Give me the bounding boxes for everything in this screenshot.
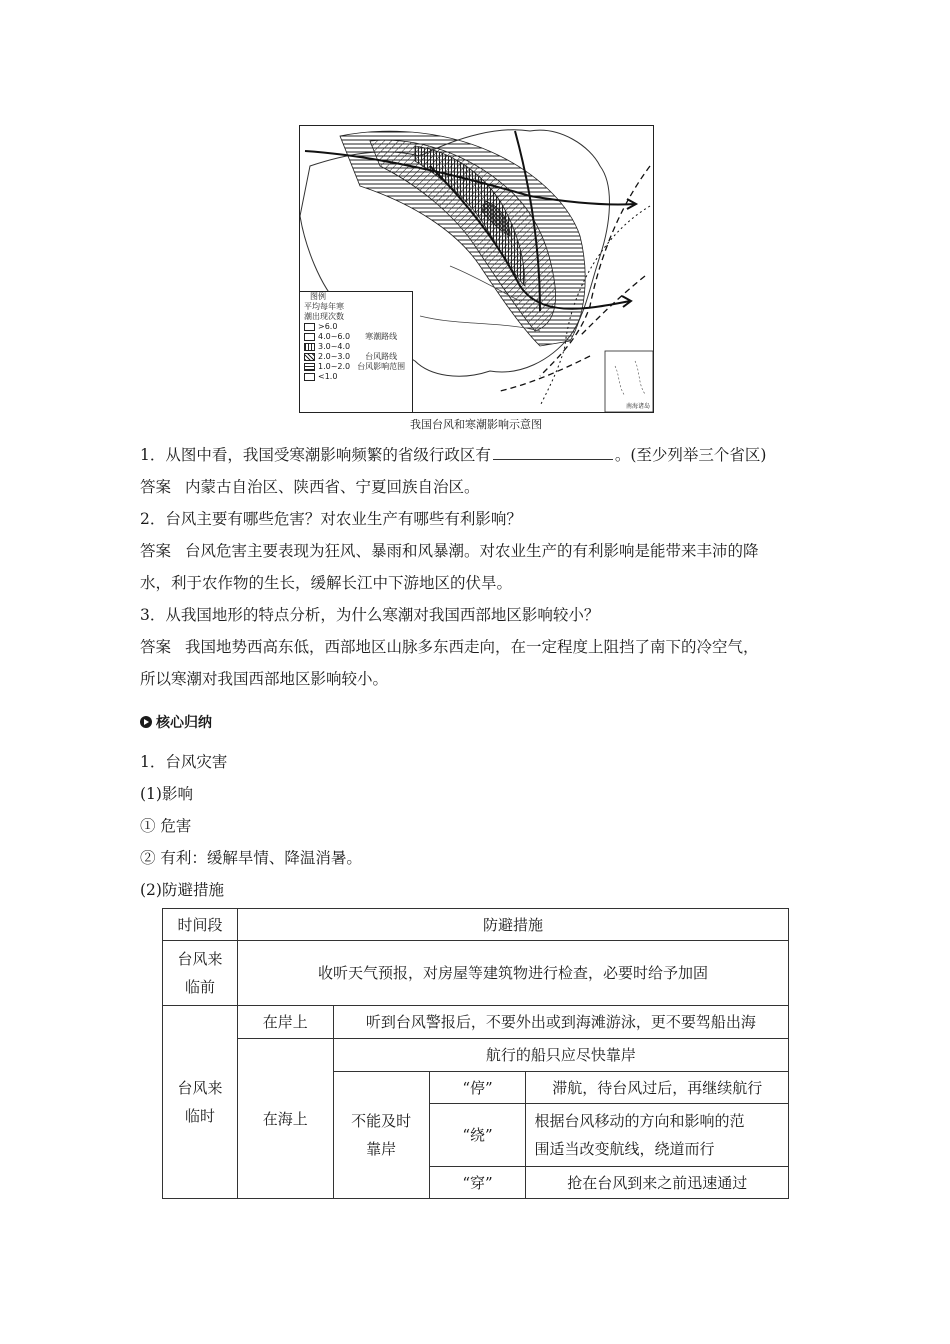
- stop-label: “停”: [429, 1072, 526, 1104]
- atsea-text: 航行的船只应尽快靠岸: [333, 1039, 788, 1072]
- legend-swatch-icon: [304, 343, 315, 351]
- typhoon-cold-wave-map: [299, 125, 654, 413]
- question-1: 1．从图中看，我国受寒潮影响频繁的省级行政区有 。(至少列举三个省区): [140, 446, 767, 464]
- detour-label: “绕”: [429, 1104, 526, 1167]
- legend-swatch-icon: [304, 333, 315, 341]
- onshore-label: 在岸上: [237, 1006, 333, 1039]
- outline-sub-1: (1)影响: [140, 785, 193, 803]
- atsea-label: 在海上: [237, 1039, 333, 1199]
- legend-swatch-icon: [304, 363, 315, 371]
- legend-row: 4.0~6.0 寒潮路线: [304, 332, 412, 342]
- legend-subtitle-1: 平均每年寒: [304, 302, 344, 311]
- stop-text: 滞航，待台风过后，再继续航行: [526, 1072, 789, 1104]
- legend-row: 2.0~3.0 台风路线: [304, 352, 412, 362]
- cannot-dock-label: 不能及时 靠岸: [333, 1072, 429, 1199]
- outline-item-1: ① 危害: [140, 817, 192, 835]
- table-row: [163, 1006, 789, 1039]
- section-heading: 核心归纳: [140, 712, 212, 732]
- during-label: 台风来 临时: [163, 1006, 238, 1199]
- detour-text: 根据台风移动的方向和影响的范 围适当改变航线，绕道而行: [526, 1104, 789, 1167]
- question-3: 3．从我国地形的特点分析，为什么寒潮对我国西部地区影响较小？: [140, 606, 600, 624]
- answer-1: 答案 内蒙古自治区、陕西省、宁夏回族自治区。: [140, 478, 480, 496]
- answer-2-cont: 水，利于农作物的生长，缓解长江中下游地区的伏旱。: [140, 574, 513, 592]
- cross-text: 抢在台风到来之前迅速通过: [526, 1167, 789, 1199]
- figure-caption: 我国台风和寒潮影响示意图: [410, 418, 542, 431]
- outline-sub-2: (2)防避措施: [140, 881, 224, 899]
- answer-blank: [493, 445, 613, 460]
- header-time: 时间段: [163, 909, 238, 941]
- map-legend: [300, 291, 413, 412]
- table-row: [163, 941, 789, 1006]
- before-text: 收听天气预报，对房屋等建筑物进行检查，必要时给予加固: [237, 941, 788, 1006]
- legend-row: >6.0: [304, 322, 412, 332]
- typhoon-measures-table: [162, 908, 789, 1199]
- legend-subtitle-2: 潮出现次数: [304, 312, 344, 321]
- inset-label: 南海诸岛: [625, 403, 650, 410]
- table-row: [163, 1039, 789, 1072]
- answer-3-cont: 所以寒潮对我国西部地区影响较小。: [140, 670, 389, 688]
- answer-3: 答案 我国地势西高东低，西部地区山脉多东西走向，在一定程度上阻挡了南下的冷空气，: [140, 638, 759, 656]
- question-2: 2．台风主要有哪些危害？对农业生产有哪些有利影响？: [140, 510, 522, 528]
- legend-swatch-icon: [304, 373, 315, 381]
- legend-swatch-icon: [304, 323, 315, 331]
- legend-title: 图例: [310, 292, 326, 301]
- cross-label: “穿”: [429, 1167, 526, 1199]
- header-measures: 防避措施: [237, 909, 788, 941]
- table-row: [163, 909, 789, 941]
- answer-2: 答案 台风危害主要表现为狂风、暴雨和风暴潮。对农业生产的有利影响是能带来丰沛的降: [140, 542, 759, 560]
- outline-heading-1: 1．台风灾害: [140, 753, 228, 771]
- outline-item-2: ② 有利：缓解旱情、降温消暑。: [140, 849, 362, 867]
- onshore-text: 听到台风警报后，不要外出或到海滩游泳，更不要驾船出海: [333, 1006, 788, 1039]
- legend-row: 3.0~4.0: [304, 342, 412, 352]
- legend-row: 1.0~2.0 台风影响范围: [304, 362, 412, 372]
- play-bullet-icon: [140, 716, 152, 728]
- legend-row: <1.0: [304, 372, 412, 382]
- legend-swatch-icon: [304, 353, 315, 361]
- before-label: 台风来 临前: [163, 941, 238, 1006]
